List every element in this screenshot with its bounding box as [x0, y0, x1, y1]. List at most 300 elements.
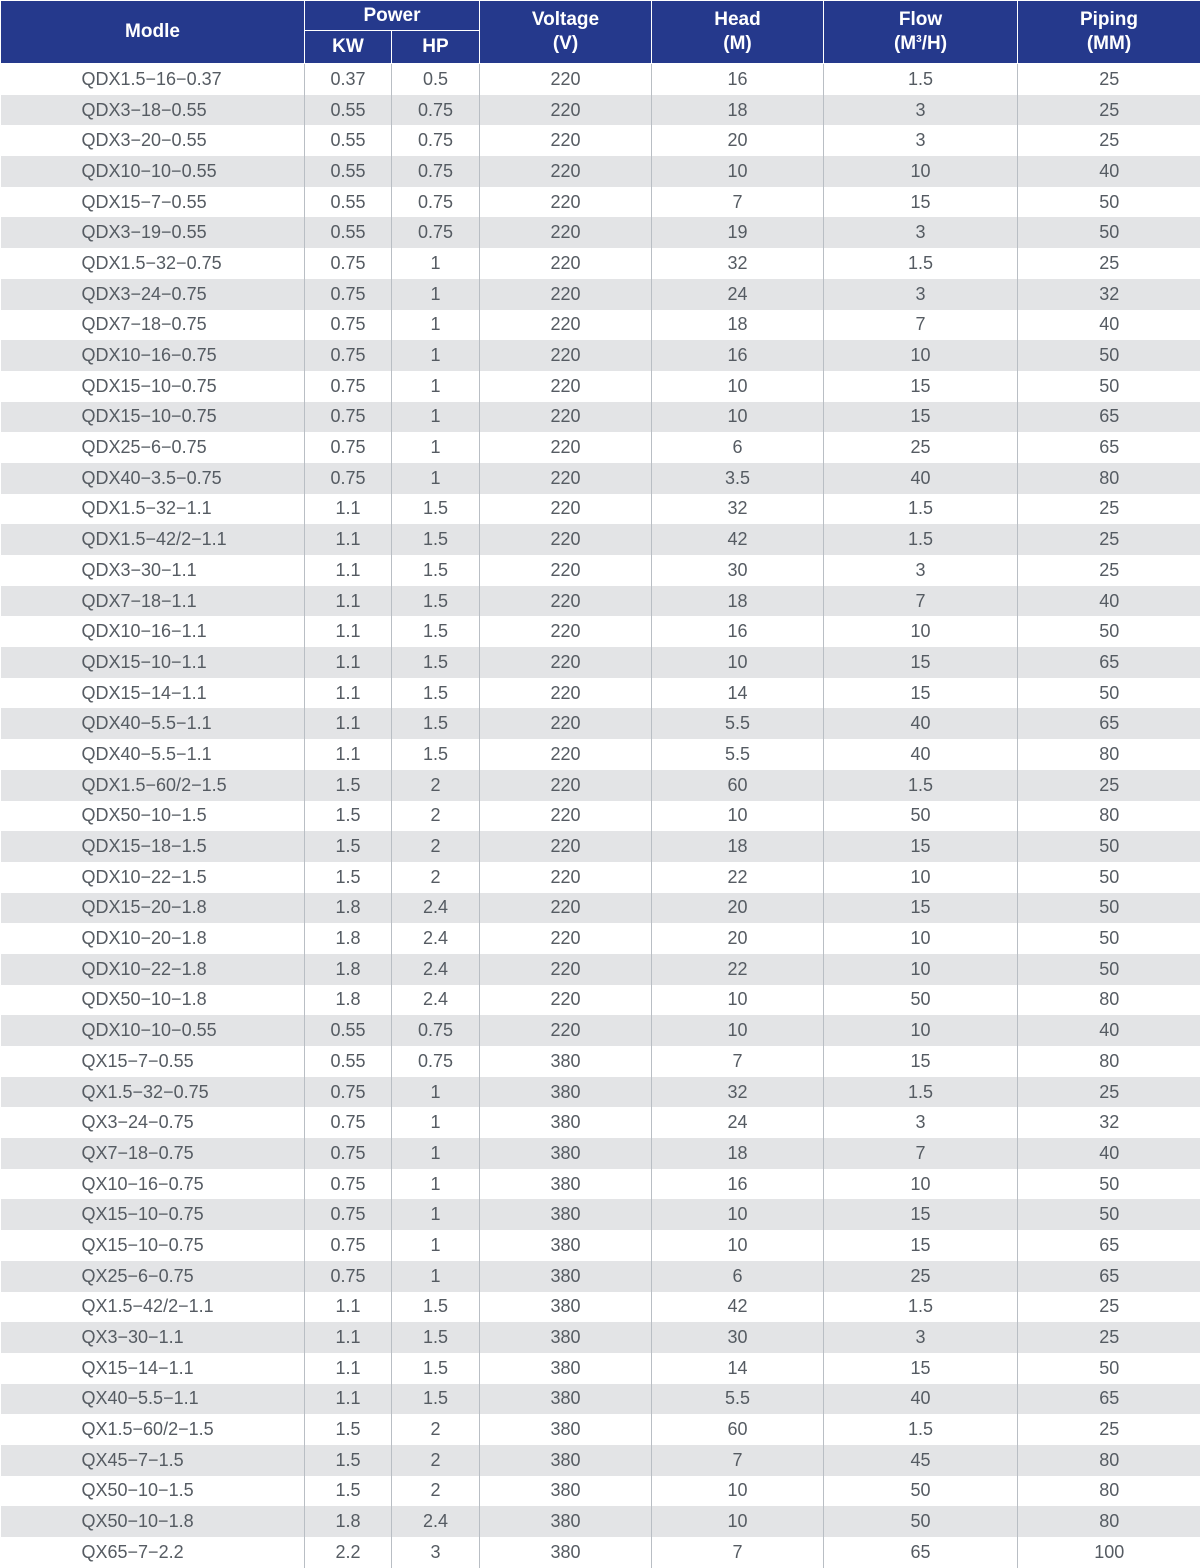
- voltage-cell: 220: [480, 524, 652, 555]
- head-cell: 7: [652, 1046, 824, 1077]
- flow-cell: 7: [824, 310, 1018, 341]
- table-row: [1, 1537, 1200, 1568]
- voltage-cell: 380: [480, 1261, 652, 1292]
- head-cell: 7: [652, 1537, 824, 1568]
- hp-cell: 1: [392, 1261, 480, 1292]
- voltage-cell: 220: [480, 801, 652, 832]
- kw-cell: 1.5: [305, 801, 392, 832]
- voltage-cell: 220: [480, 463, 652, 494]
- kw-cell: 0.75: [305, 340, 392, 371]
- table-row: [1, 954, 1200, 985]
- model-header: Modle: [1, 1, 305, 64]
- hp-cell: 2: [392, 801, 480, 832]
- head-cell: 18: [652, 310, 824, 341]
- hp-cell: 2.4: [392, 893, 480, 924]
- flow-cell: 45: [824, 1445, 1018, 1476]
- voltage-cell: 220: [480, 64, 652, 95]
- piping-cell: 50: [1018, 1353, 1200, 1384]
- hp-cell: 0.75: [392, 95, 480, 126]
- hp-cell: 1.5: [392, 524, 480, 555]
- hp-cell: 0.75: [392, 156, 480, 187]
- hp-cell: 1.5: [392, 494, 480, 525]
- table-row: [1, 801, 1200, 832]
- kw-cell: 2.2: [305, 1537, 392, 1568]
- voltage-cell: 380: [480, 1445, 652, 1476]
- hp-cell: 2.4: [392, 923, 480, 954]
- kw-cell: 0.75: [305, 310, 392, 341]
- hp-cell: 1: [392, 1199, 480, 1230]
- table-row: [1, 586, 1200, 617]
- model-cell: QDX7−18−0.75: [1, 310, 305, 341]
- voltage-cell: 380: [480, 1046, 652, 1077]
- voltage-cell: 220: [480, 985, 652, 1016]
- kw-cell: 0.55: [305, 1046, 392, 1077]
- voltage-cell: 220: [480, 217, 652, 248]
- hp-cell: 1: [392, 279, 480, 310]
- kw-cell: 0.75: [305, 432, 392, 463]
- flow-cell: 15: [824, 831, 1018, 862]
- model-cell: QDX40−5.5−1.1: [1, 739, 305, 770]
- head-cell: 10: [652, 371, 824, 402]
- kw-cell: 1.5: [305, 831, 392, 862]
- model-cell: QDX3−18−0.55: [1, 95, 305, 126]
- table-row: [1, 616, 1200, 647]
- model-cell: QDX10−22−1.8: [1, 954, 305, 985]
- flow-cell: 3: [824, 555, 1018, 586]
- model-cell: QDX1.5−32−0.75: [1, 248, 305, 279]
- hp-cell: 2.4: [392, 954, 480, 985]
- head-cell: 5.5: [652, 708, 824, 739]
- head-cell: 60: [652, 1414, 824, 1445]
- head-cell: 18: [652, 586, 824, 617]
- piping-cell: 50: [1018, 831, 1200, 862]
- piping-cell: 65: [1018, 1230, 1200, 1261]
- head-cell: 18: [652, 831, 824, 862]
- voltage-cell: 380: [480, 1138, 652, 1169]
- voltage-cell: 220: [480, 1015, 652, 1046]
- head-cell: 10: [652, 402, 824, 433]
- table-row: [1, 1230, 1200, 1261]
- kw-cell: 1.1: [305, 1384, 392, 1415]
- kw-cell: 0.75: [305, 402, 392, 433]
- piping-cell: 25: [1018, 1414, 1200, 1445]
- kw-cell: 0.75: [305, 371, 392, 402]
- table-row: [1, 156, 1200, 187]
- flow-cell: 40: [824, 1384, 1018, 1415]
- kw-cell: 1.1: [305, 1353, 392, 1384]
- voltage-cell: 380: [480, 1506, 652, 1537]
- kw-cell: 1.5: [305, 862, 392, 893]
- hp-cell: 1.5: [392, 1292, 480, 1323]
- model-cell: QX1.5−32−0.75: [1, 1077, 305, 1108]
- flow-cell: 15: [824, 1046, 1018, 1077]
- kw-cell: 0.75: [305, 1169, 392, 1200]
- hp-cell: 0.75: [392, 217, 480, 248]
- head-cell: 10: [652, 1230, 824, 1261]
- kw-cell: 1.1: [305, 678, 392, 709]
- table-row: [1, 647, 1200, 678]
- head-cell: 18: [652, 1138, 824, 1169]
- model-cell: QX25−6−0.75: [1, 1261, 305, 1292]
- table-row: [1, 187, 1200, 218]
- voltage-cell: 220: [480, 340, 652, 371]
- voltage-header-unit: (V): [552, 33, 579, 54]
- flow-cell: 1.5: [824, 1414, 1018, 1445]
- voltage-cell: 220: [480, 494, 652, 525]
- hp-cell: 1: [392, 402, 480, 433]
- model-cell: QX50−10−1.5: [1, 1476, 305, 1507]
- model-cell: QDX10−16−0.75: [1, 340, 305, 371]
- kw-cell: 0.75: [305, 1107, 392, 1138]
- flow-cell: 15: [824, 1353, 1018, 1384]
- flow-cell: 10: [824, 923, 1018, 954]
- head-cell: 10: [652, 801, 824, 832]
- piping-cell: 40: [1018, 1015, 1200, 1046]
- model-cell: QDX40−5.5−1.1: [1, 708, 305, 739]
- kw-cell: 0.75: [305, 248, 392, 279]
- model-cell: QDX50−10−1.5: [1, 801, 305, 832]
- table-row: [1, 770, 1200, 801]
- table-row: [1, 279, 1200, 310]
- flow-cell: 10: [824, 954, 1018, 985]
- kw-cell: 1.5: [305, 1445, 392, 1476]
- kw-cell: 1.5: [305, 770, 392, 801]
- voltage-cell: 220: [480, 708, 652, 739]
- hp-cell: 1.5: [392, 555, 480, 586]
- head-cell: 10: [652, 1015, 824, 1046]
- flow-header-label: Flow: [898, 9, 943, 30]
- model-cell: QDX3−30−1.1: [1, 555, 305, 586]
- voltage-cell: 380: [480, 1107, 652, 1138]
- head-cell: 24: [652, 1107, 824, 1138]
- head-cell: 30: [652, 1322, 824, 1353]
- table-row: [1, 1015, 1200, 1046]
- piping-cell: 40: [1018, 310, 1200, 341]
- hp-cell: 2: [392, 770, 480, 801]
- head-cell: 20: [652, 923, 824, 954]
- head-cell: 18: [652, 95, 824, 126]
- flow-cell: 40: [824, 739, 1018, 770]
- piping-cell: 25: [1018, 555, 1200, 586]
- piping-cell: 25: [1018, 494, 1200, 525]
- kw-cell: 1.1: [305, 708, 392, 739]
- kw-cell: 0.55: [305, 217, 392, 248]
- flow-cell: 50: [824, 985, 1018, 1016]
- kw-cell: 1.1: [305, 586, 392, 617]
- hp-header: HP: [392, 31, 480, 64]
- flow-cell: 10: [824, 616, 1018, 647]
- piping-cell: 50: [1018, 616, 1200, 647]
- kw-cell: 0.37: [305, 64, 392, 95]
- voltage-cell: 220: [480, 739, 652, 770]
- model-cell: QDX10−16−1.1: [1, 616, 305, 647]
- model-cell: QDX15−20−1.8: [1, 893, 305, 924]
- flow-cell: 3: [824, 125, 1018, 156]
- model-cell: QDX7−18−1.1: [1, 586, 305, 617]
- model-cell: QDX3−20−0.55: [1, 125, 305, 156]
- model-cell: QX15−7−0.55: [1, 1046, 305, 1077]
- hp-cell: 1: [392, 248, 480, 279]
- flow-cell: 25: [824, 1261, 1018, 1292]
- kw-cell: 1.5: [305, 1414, 392, 1445]
- model-cell: QX1.5−42/2−1.1: [1, 1292, 305, 1323]
- hp-cell: 1: [392, 371, 480, 402]
- flow-cell: 3: [824, 217, 1018, 248]
- piping-cell: 40: [1018, 586, 1200, 617]
- hp-cell: 1: [392, 340, 480, 371]
- flow-cell: 40: [824, 463, 1018, 494]
- voltage-cell: 220: [480, 248, 652, 279]
- flow-cell: 15: [824, 1199, 1018, 1230]
- voltage-cell: 380: [480, 1169, 652, 1200]
- table-row: [1, 463, 1200, 494]
- head-cell: 10: [652, 1506, 824, 1537]
- flow-cell: 1.5: [824, 64, 1018, 95]
- piping-cell: 50: [1018, 954, 1200, 985]
- hp-cell: 1.5: [392, 586, 480, 617]
- hp-cell: 3: [392, 1537, 480, 1568]
- table-row: [1, 524, 1200, 555]
- flow-cell: 10: [824, 156, 1018, 187]
- head-cell: 42: [652, 524, 824, 555]
- voltage-cell: 380: [480, 1353, 652, 1384]
- voltage-header: [480, 1, 652, 64]
- voltage-cell: 220: [480, 310, 652, 341]
- piping-cell: 80: [1018, 985, 1200, 1016]
- flow-cell: 15: [824, 1230, 1018, 1261]
- model-cell: QDX40−3.5−0.75: [1, 463, 305, 494]
- table-row: [1, 217, 1200, 248]
- piping-cell: 50: [1018, 371, 1200, 402]
- head-cell: 24: [652, 279, 824, 310]
- piping-cell: 32: [1018, 1107, 1200, 1138]
- piping-header-label: Piping: [1079, 9, 1139, 30]
- head-cell: 10: [652, 985, 824, 1016]
- piping-cell: 100: [1018, 1537, 1200, 1568]
- model-cell: QDX25−6−0.75: [1, 432, 305, 463]
- model-cell: QDX15−10−0.75: [1, 402, 305, 433]
- piping-cell: 25: [1018, 524, 1200, 555]
- piping-cell: 25: [1018, 1077, 1200, 1108]
- head-cell: 10: [652, 1199, 824, 1230]
- piping-cell: 50: [1018, 678, 1200, 709]
- kw-cell: 0.75: [305, 1077, 392, 1108]
- flow-cell: 3: [824, 95, 1018, 126]
- voltage-cell: 220: [480, 862, 652, 893]
- head-cell: 14: [652, 678, 824, 709]
- kw-cell: 1.1: [305, 647, 392, 678]
- hp-cell: 1: [392, 1169, 480, 1200]
- table-row: [1, 1445, 1200, 1476]
- piping-cell: 25: [1018, 248, 1200, 279]
- kw-cell: 0.55: [305, 95, 392, 126]
- hp-cell: 1.5: [392, 739, 480, 770]
- flow-cell: 50: [824, 1506, 1018, 1537]
- voltage-cell: 220: [480, 555, 652, 586]
- hp-cell: 2.4: [392, 985, 480, 1016]
- piping-cell: 50: [1018, 923, 1200, 954]
- flow-cell: 3: [824, 279, 1018, 310]
- table-row: [1, 1292, 1200, 1323]
- kw-cell: 0.75: [305, 1261, 392, 1292]
- table-row: [1, 1169, 1200, 1200]
- flow-cell: 15: [824, 371, 1018, 402]
- table-row: [1, 1506, 1200, 1537]
- voltage-cell: 220: [480, 647, 652, 678]
- voltage-cell: 220: [480, 893, 652, 924]
- voltage-cell: 220: [480, 616, 652, 647]
- table-row: [1, 95, 1200, 126]
- kw-cell: 0.75: [305, 1138, 392, 1169]
- hp-cell: 1: [392, 1138, 480, 1169]
- hp-cell: 0.75: [392, 1015, 480, 1046]
- hp-cell: 1.5: [392, 1322, 480, 1353]
- model-cell: QDX15−18−1.5: [1, 831, 305, 862]
- voltage-cell: 220: [480, 432, 652, 463]
- kw-cell: 0.75: [305, 1230, 392, 1261]
- hp-cell: 1.5: [392, 708, 480, 739]
- table-row: [1, 862, 1200, 893]
- head-cell: 10: [652, 156, 824, 187]
- piping-cell: 50: [1018, 187, 1200, 218]
- table-row: [1, 1322, 1200, 1353]
- kw-cell: 1.1: [305, 494, 392, 525]
- hp-cell: 2: [392, 1445, 480, 1476]
- model-cell: QX45−7−1.5: [1, 1445, 305, 1476]
- voltage-cell: 220: [480, 279, 652, 310]
- voltage-header-label: Voltage: [531, 9, 600, 30]
- table-row: [1, 310, 1200, 341]
- kw-cell: 1.5: [305, 1476, 392, 1507]
- flow-cell: 15: [824, 187, 1018, 218]
- piping-cell: 80: [1018, 1506, 1200, 1537]
- model-cell: QDX15−10−0.75: [1, 371, 305, 402]
- flow-cell: 1.5: [824, 524, 1018, 555]
- voltage-cell: 220: [480, 371, 652, 402]
- voltage-cell: 220: [480, 187, 652, 218]
- model-cell: QX65−7−2.2: [1, 1537, 305, 1568]
- flow-cell: 25: [824, 432, 1018, 463]
- kw-cell: 1.1: [305, 524, 392, 555]
- piping-cell: 80: [1018, 1476, 1200, 1507]
- head-cell: 16: [652, 1169, 824, 1200]
- table-row: [1, 64, 1200, 95]
- flow-cell: 7: [824, 586, 1018, 617]
- model-cell: QDX10−20−1.8: [1, 923, 305, 954]
- flow-cell: 40: [824, 708, 1018, 739]
- flow-unit-superscript: 3: [916, 34, 922, 45]
- flow-cell: 7: [824, 1138, 1018, 1169]
- model-cell: QX3−24−0.75: [1, 1107, 305, 1138]
- model-cell: QDX15−10−1.1: [1, 647, 305, 678]
- piping-cell: 25: [1018, 95, 1200, 126]
- piping-cell: 40: [1018, 1138, 1200, 1169]
- piping-cell: 32: [1018, 279, 1200, 310]
- hp-cell: 2: [392, 1476, 480, 1507]
- head-cell: 16: [652, 340, 824, 371]
- kw-cell: 0.75: [305, 463, 392, 494]
- head-cell: 5.5: [652, 1384, 824, 1415]
- voltage-cell: 380: [480, 1322, 652, 1353]
- head-cell: 16: [652, 616, 824, 647]
- table-row: [1, 1199, 1200, 1230]
- model-cell: QX3−30−1.1: [1, 1322, 305, 1353]
- hp-cell: 1.5: [392, 616, 480, 647]
- table-row: [1, 1077, 1200, 1108]
- flow-cell: 1.5: [824, 1292, 1018, 1323]
- table-row: [1, 125, 1200, 156]
- piping-header: [1018, 1, 1200, 64]
- table-row: [1, 831, 1200, 862]
- head-cell: 32: [652, 248, 824, 279]
- model-cell: QX15−10−0.75: [1, 1230, 305, 1261]
- power-header: Power: [305, 1, 480, 31]
- head-cell: 10: [652, 1476, 824, 1507]
- table-row: [1, 708, 1200, 739]
- model-cell: QDX10−10−0.55: [1, 156, 305, 187]
- hp-cell: 2: [392, 1414, 480, 1445]
- table-row: [1, 1384, 1200, 1415]
- table-row: [1, 494, 1200, 525]
- head-cell: 20: [652, 893, 824, 924]
- hp-cell: 2: [392, 862, 480, 893]
- voltage-cell: 380: [480, 1077, 652, 1108]
- model-cell: QX40−5.5−1.1: [1, 1384, 305, 1415]
- hp-cell: 1: [392, 1107, 480, 1138]
- piping-cell: 65: [1018, 708, 1200, 739]
- kw-cell: 0.55: [305, 187, 392, 218]
- head-cell: 60: [652, 770, 824, 801]
- voltage-cell: 220: [480, 402, 652, 433]
- voltage-cell: 220: [480, 125, 652, 156]
- piping-cell: 25: [1018, 125, 1200, 156]
- flow-cell: 15: [824, 893, 1018, 924]
- voltage-cell: 220: [480, 156, 652, 187]
- table-body: [1, 64, 1200, 1568]
- kw-cell: 0.75: [305, 1199, 392, 1230]
- kw-cell: 1.1: [305, 1322, 392, 1353]
- flow-unit-suffix: /H): [921, 33, 948, 54]
- table-row: [1, 893, 1200, 924]
- model-cell: QDX15−14−1.1: [1, 678, 305, 709]
- kw-cell: 0.55: [305, 125, 392, 156]
- model-cell: QDX50−10−1.8: [1, 985, 305, 1016]
- kw-cell: 1.8: [305, 893, 392, 924]
- voltage-cell: 380: [480, 1199, 652, 1230]
- table-row: [1, 371, 1200, 402]
- flow-cell: 1.5: [824, 248, 1018, 279]
- table-row: [1, 678, 1200, 709]
- piping-cell: 25: [1018, 1292, 1200, 1323]
- piping-cell: 25: [1018, 1322, 1200, 1353]
- piping-cell: 65: [1018, 432, 1200, 463]
- flow-cell: 50: [824, 1476, 1018, 1507]
- hp-cell: 1: [392, 432, 480, 463]
- piping-cell: 50: [1018, 893, 1200, 924]
- flow-unit-prefix: (M: [893, 33, 917, 54]
- table-row: [1, 402, 1200, 433]
- head-cell: 20: [652, 125, 824, 156]
- model-cell: QDX3−24−0.75: [1, 279, 305, 310]
- head-cell: 42: [652, 1292, 824, 1323]
- piping-cell: 50: [1018, 862, 1200, 893]
- flow-cell: 1.5: [824, 1077, 1018, 1108]
- flow-cell: 15: [824, 402, 1018, 433]
- table-row: [1, 1138, 1200, 1169]
- flow-cell: 15: [824, 647, 1018, 678]
- table-row: [1, 985, 1200, 1016]
- voltage-cell: 220: [480, 95, 652, 126]
